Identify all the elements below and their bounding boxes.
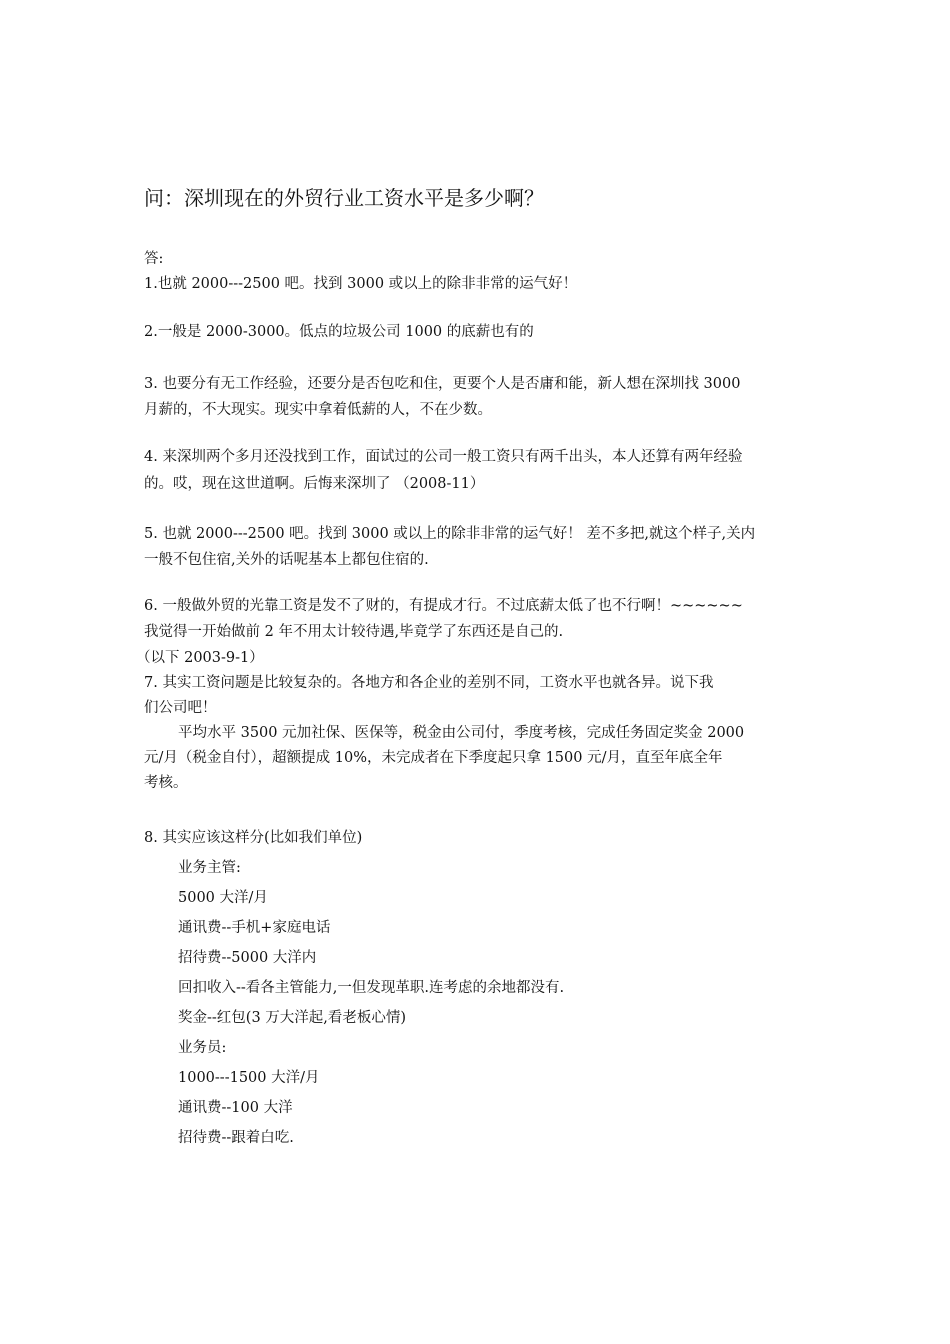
answer-3-line-2: 月薪的，不大现实。现实中拿着低薪的人，不在少数。 — [144, 402, 492, 418]
answer-7-detail-line-1: 平均水平 3500 元加社保、医保等，税金由公司付，季度考核，完成任务固定奖金 2000 — [178, 725, 745, 741]
answer-8-item: 5000 大洋/月 — [178, 890, 268, 906]
answer-7-detail-line-3: 考核。 — [144, 775, 188, 791]
answer-3-line-1: 3. 也要分有无工作经验，还要分是否包吃和住，更要个人是否庸和能，新人想在深圳找 3000 — [144, 376, 741, 392]
answer-1: 1.也就 2000---2500 吧。找到 3000 或以上的除非非常的运气好！ — [144, 276, 578, 292]
date-note: （以下 2003-9-1） — [136, 650, 264, 666]
answer-8-item: 1000---1500 大洋/月 — [178, 1070, 320, 1086]
answer-7-detail-line-2: 元/月（税金自付），超额提成 10%，未完成者在下季度起只拿 1500 元/月，直至年底全年 — [144, 750, 723, 766]
answer-label: 答: — [144, 251, 164, 267]
answer-8-item: 回扣收入--看各主管能力,一但发现革职.连考虑的余地都没有. — [178, 980, 565, 996]
answer-8-item: 招待费--跟着白吃. — [178, 1130, 294, 1146]
question-title: 问：深圳现在的外贸行业工资水平是多少啊？ — [144, 186, 544, 210]
answer-5-line-1: 5. 也就 2000---2500 吧。找到 3000 或以上的除非非常的运气好！ 差不多把,就这个样子,关内 — [144, 526, 756, 542]
answer-2: 2.一般是 2000-3000。低点的垃圾公司 1000 的底薪也有的 — [144, 324, 534, 340]
answer-8-item: 业务员: — [178, 1040, 227, 1056]
answer-6-line-2: 我觉得一开始做前 2 年不用太计较待遇,毕竟学了东西还是自己的. — [144, 624, 564, 640]
answer-8-item: 奖金--红包(3 万大洋起,看老板心情) — [178, 1010, 407, 1026]
answer-6-line-1: 6. 一般做外贸的光靠工资是发不了财的，有提成才行。不过底薪太低了也不行啊！~~~~~~ — [144, 598, 743, 614]
answer-8-item: 招待费--5000 大洋内 — [178, 950, 317, 966]
answer-4-line-1: 4. 来深圳两个多月还没找到工作，面试过的公司一般工资只有两千出头，本人还算有两年经验 — [144, 449, 743, 465]
answer-8-item: 通讯费--手机+家庭电话 — [178, 920, 331, 936]
answer-7-line-1: 7. 其实工资问题是比较复杂的。各地方和各企业的差别不同，工资水平也就各异。说下我 — [144, 675, 714, 691]
answer-8-intro: 8. 其实应该这样分(比如我们单位) — [144, 830, 363, 846]
answer-5-line-2: 一般不包住宿,关外的话呢基本上都包住宿的. — [144, 552, 429, 568]
answer-4-line-2: 的。哎，现在这世道啊。后悔来深圳了 （2008-11） — [144, 476, 485, 492]
answer-8-item: 通讯费--100 大洋 — [178, 1100, 293, 1116]
answer-8-item: 业务主管: — [178, 860, 241, 876]
answer-7-line-2: 们公司吧！ — [144, 700, 217, 716]
